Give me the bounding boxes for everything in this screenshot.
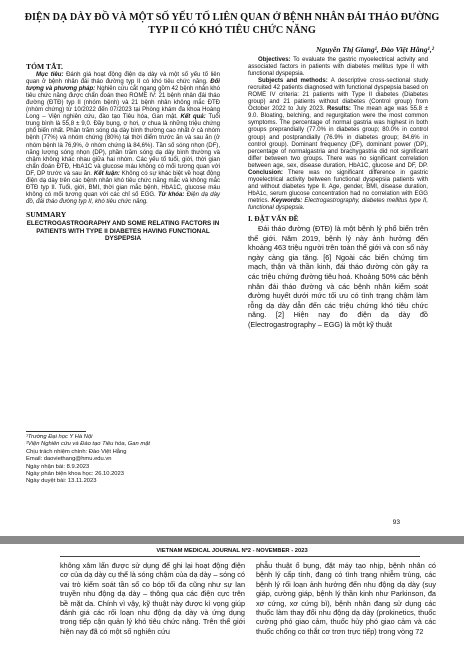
tom-tat-body: Mục tiêu: Đánh giá hoạt động điện dạ dày và một số yếu tố liên quan ở bệnh nhân đái tháo đường typ II có khó tiêu chức năng. Đối tượng và phương pháp: Nghiên cứu cắt ngang gồm 42 bệnh nhân khó tiêu chức năng được chẩn đoán theo ROME IV: 21 bệnh nhân đái tháo đường (ĐTĐ) typ II (nhóm bệnh) và 21 bệnh nhân không mắc ĐTĐ (nhóm chứng) từ 10/2022 đến 07/2023 tại Phòng khám đa khoa Hoàng Long – Viện nghiên cứu, đào tạo Tiêu hóa, Gan mật. Kết quả: Tuổi trung bình là 55,8 ± 9,0. Đầy bụng, ợ hơi, ợ chua là những triệu chứng phổ biến nhất. Phần trăm sóng dạ dày bình thường cao nhất ở cả nhóm bệnh (77%) và nhóm chứng (80%) tại thời điểm trước ăn và sau ăn (ở nhóm bệnh là 76,9%, ở nhóm chứng là 84,6%). Tần số sóng nhọn (DF), năng lượng sóng nhọn (DP), phần trăm sóng dạ dày bình thường và chậm không khác nhau giữa hai nhóm. Các yếu tố tuổi, giới, thời gian chẩn đoán ĐTĐ, HbA1C và glucose máu không có mối tương quan với DF, DP trước và sau ăn. Kết luận: Không có sự khác biệt về hoạt động điện dạ dày trên các bệnh nhân khó tiêu chức năng mắc và không mắc ĐTĐ typ II. Tuổi, giới, BMI, thời gian mắc bệnh, HbA1C, glucose máu không có mối tương quan với các chỉ số EGG. Từ khóa: Điện dạ dày đồ, đái tháo đường typ II, khó tiêu chức năng.: [26, 72, 221, 205]
page-2: [0, 544, 464, 651]
page-2-right-column: phẫu thuật ổ bụng, đặt máy tạo nhịp, bệnh nhân có bệnh lý cấp tính, đang có tình trạng nhiễm trùng, các bệnh lý rối loạn ảnh hưởng đến nhu động dạ dày (suy giáp, cường giáp, bệnh lý thần kinh như Parkinson, đa xơ cứng, xơ cứng bì), bệnh nhân đang sử dụng các thuốc làm thay đổi nhu động dạ dày (prokinetics, thuốc cường phó giao cảm, thuốc hủy phó giao cảm và các thuốc chống co thắt cơ trơn trực tiếp) trong vòng 72: [256, 561, 436, 636]
page-separator: [0, 536, 464, 544]
summary-heading: SUMMARY: [26, 209, 67, 219]
footnote-rule: [26, 431, 86, 432]
date-received: Ngày nhận bài: 8.9.2023: [26, 463, 90, 470]
corresponding-author: Chịu trách nhiệm chính: Đào Việt Hằng: [26, 448, 127, 455]
email: Email: daoviethang@hmu.edu.vn: [26, 456, 112, 463]
abstract-column: [26, 63, 220, 249]
affiliation-2: ²Viện Nghiên cứu và Đào tạo Tiêu hóa, Gan mật: [26, 441, 151, 448]
article-title-vi: ĐIỆN DẠ DÀY ĐỒ VÀ MỘT SỐ YẾU TỐ LIÊN QUAN Ở BỆNH NHÂN ĐÁI THÁO ĐƯỜNG TYP II CÓ KHÓ TIÊU CHỨC NĂNG: [24, 12, 440, 36]
header-rule: [60, 556, 420, 557]
tom-tat-heading: TÓM TẮT.: [26, 62, 63, 71]
journal-header: VIETNAM MEDICAL JOURNAL Nº2 - NOVEMBER - 2023: [156, 548, 308, 554]
summary-body: Objectives: To evaluate the gastric myoelectrical activity and associated factors in patients with diabetes mellitus type II with functional dyspepsia.: [248, 57, 428, 78]
date-approved: Ngày duyệt bài: 13.11.2023: [26, 478, 97, 485]
section-1-paragraph: Đái tháo đường (ĐTĐ) là một bệnh lý phổ biến trên thế giới. Năm 2019, bệnh lý này ảnh hưởng đến khoảng 463 triệu người trên toàn thế giới và con số này ngày càng gia tăng. [6] Ngoài các biến chứng tim mạch, thận và thần kinh, đái tháo đường còn gây ra các triệu chứng đường tiêu hoá. Khoảng 50% các bệnh nhân đái tháo đường và các bệnh nhân kiểm soát đường huyết dưới mức tối ưu có tình trạng chậm làm rỗng dạ dày dẫn đến các triệu chứng khó tiêu chức năng. [2] Hiện nay đo điện dạ dày đồ (Electrogastrography – EGG) là một kỹ thuật: [248, 224, 428, 330]
article-title-en: ELECTROGASTROGRAPHY AND SOME RELATING FACTORS IN PATIENTS WITH TYPE II DIABETES HAVING FUNCTIONAL DYSPEPSIA: [26, 219, 220, 243]
authors: Nguyễn Thị Giang¹, Đào Việt Hằng¹,²: [315, 45, 434, 54]
section-1-heading: I. ĐẶT VẤN ĐỀ: [248, 215, 299, 224]
page-number: 93: [392, 519, 400, 526]
summary-column: Objectives: To evaluate the gastric myoelectrical activity and associated factors in patients with diabetes mellitus type II with functional dyspepsia. Subjects and methods: A descriptive cross-sectional study recruited 42 patients diagnosed with functional dyspepsia based on ROME IV criteria: 21 patients with Type II diabetes (Diabetes group) and 21 patients without diabetes (Control group) from October 2022 to July 2023. Results: The mean age was 55.8 ± 9.0. Bloating, belching, and regurgitation were the most common symptoms. The percentage of normal gastria was highest in both groups preprandially (77.0% in diabetes group; 80.0% in control group) and postprandially (76.9% in diabetes group; 84.6% in control group). Dominant frequency (DF), dominant power (DP), percentage of normalgastria and brachygastria did not significant differ between two groups. There was no significant correlation between age, sex, disease duration, HbA1C, glucose and DF, DP. Conclusion: There was no significant difference in gastric myoelectrical activity between functional dyspepsia patients with and without diabetes type II. Age, gender, BMI, disease duration, HbA1c, serum glucose concentration had no correlation with EGG metrics. Keywords: Electrogastrography, diabetes mellitus type II, functional dyspepsia. I. ĐẶT VẤN ĐỀ Đái tháo đường (ĐTĐ) là một bệnh lý phổ biến trên thế giới. Năm 2019, bệnh lý này ảnh hưởng đến khoảng 463 triệu người trên toàn thế giới và con số này ngày càng gia tăng. [6] Ngoài các biến chứng tim mạch, thận và thần kinh, đái tháo đường còn gây ra các triệu chứng đường tiêu hoá. Khoảng 50% các bệnh nhân đái tháo đường và các bệnh nhân kiểm soát đường huyết dưới mức tối ưu có tình trạng chậm làm rỗng dạ dày dẫn đến các triệu chứng khó tiêu chức năng. [2] Hiện nay đo điện dạ dày đồ (Electrogastrography – EGG) là một kỹ thuật: [248, 57, 429, 330]
affiliation-1: ¹Trường Đại học Y Hà Nội: [26, 434, 93, 440]
date-reviewed: Ngày phản biện khoa học: 26.10.2023: [26, 471, 124, 478]
footnotes: [26, 431, 220, 486]
page-2-left-column: không xâm lấn được sử dụng để ghi lại hoạt động điện cơ của dạ dày cụ thể là sóng chậm của dạ dày – sóng có vai trò kiểm soát tần số co bóp tối đa cũng như sự lan truyền nhu động dạ dày – thông qua các điện cực trên bề mặt da. Chính vì vậy, kỹ thuật này được kì vọng giúp đánh giá các rối loạn nhu động dạ dày và ứng dụng trong tiếp cận quản lý khó tiêu chức năng. Trên thế giới hiện nay đã có một số nghiên cứu: [60, 561, 245, 636]
